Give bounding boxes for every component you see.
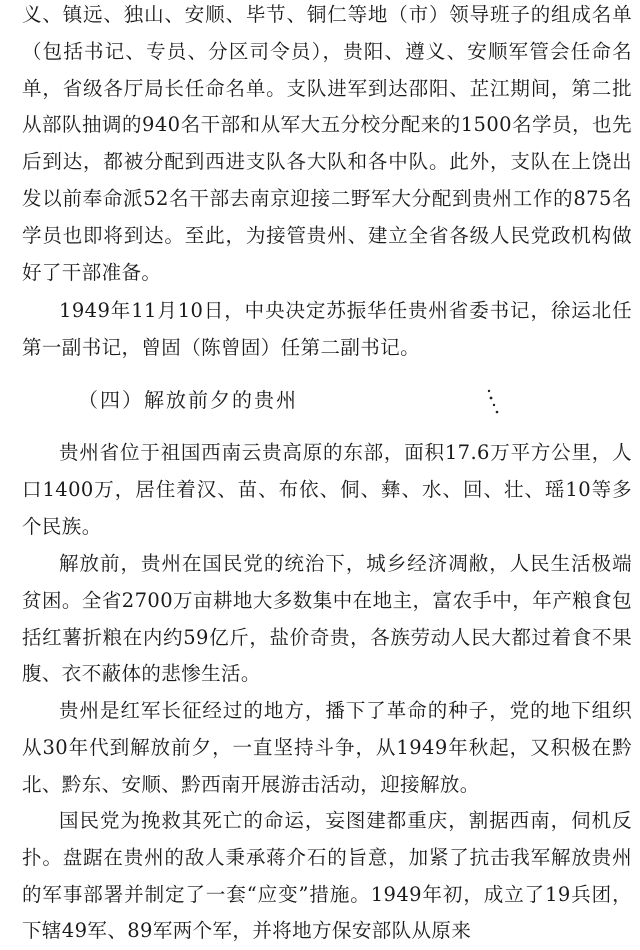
paragraph-kuomintang: 国民党为挽救其死亡的命运，妄图建都重庆，割据西南，伺机反扑。盘踞在贵州的敌人秉承蒋介石的旨意，加紧了抗击我军解放贵州的军事部署并制定了一套“应变”措施。1949年初，成立了19兵团，下辖49军、89军两个军，并将地方保安部队从原来 bbox=[22, 809, 632, 943]
section-heading: （四）解放前夕的贵州 bbox=[78, 388, 298, 412]
paragraph-provincial-committee: 1949年11月10日，中央决定苏振华任贵州省委书记，徐运北任第一副书记，曾固（陈曾固）任第二副书记。 bbox=[22, 299, 632, 359]
paragraph-before-liberation: 解放前，贵州在国民党的统治下，城乡经济凋敝，人民生活极端贫困。全省2700万亩耕地大多数集中在地主，富农手中，年产粮食包括红薯折粮在内约59亿斤，盐价奇贵，各族劳动人民大都过着食不果腹、衣不蔽体的悲惨生活。 bbox=[22, 552, 632, 686]
paragraph-cadre-preparation: 义、镇远、独山、安顺、毕节、铜仁等地（市）领导班子的组成名单（包括书记、专员、分区司令员），贵阳、遵义、安顺军管会任命名单，省级各厅局长任命名单。支队进军到达邵阳、芷江期间，第二批从部队抽调的940名干部和从军大五分校分配来的1500名学员，也先后到达，都被分配到西进支队各大队和各中队。此外，支队在上饶出发以前奉命派52名干部去南京迎接二野军大分配到贵州工作的875名学员也即将到达。至此，为接管贵州、建立全省各级人民党政机构做好了干部准备。 bbox=[22, 3, 632, 284]
scan-speck bbox=[486, 385, 500, 421]
paragraph-red-army: 贵州是红军长征经过的地方，播下了革命的种子，党的地下组织从30年代到解放前夕，一直坚持斗争，从1949年秋起，又积极在黔北、黔东、安顺、黔西南开展游击活动，迎接解放。 bbox=[22, 699, 632, 796]
paragraph-geography: 贵州省位于祖国西南云贵高原的东部，面积17.6万平方公里，人口1400万，居住着汉、苗、布依、侗、彝、水、回、壮、瑶10等多个民族。 bbox=[22, 441, 632, 538]
